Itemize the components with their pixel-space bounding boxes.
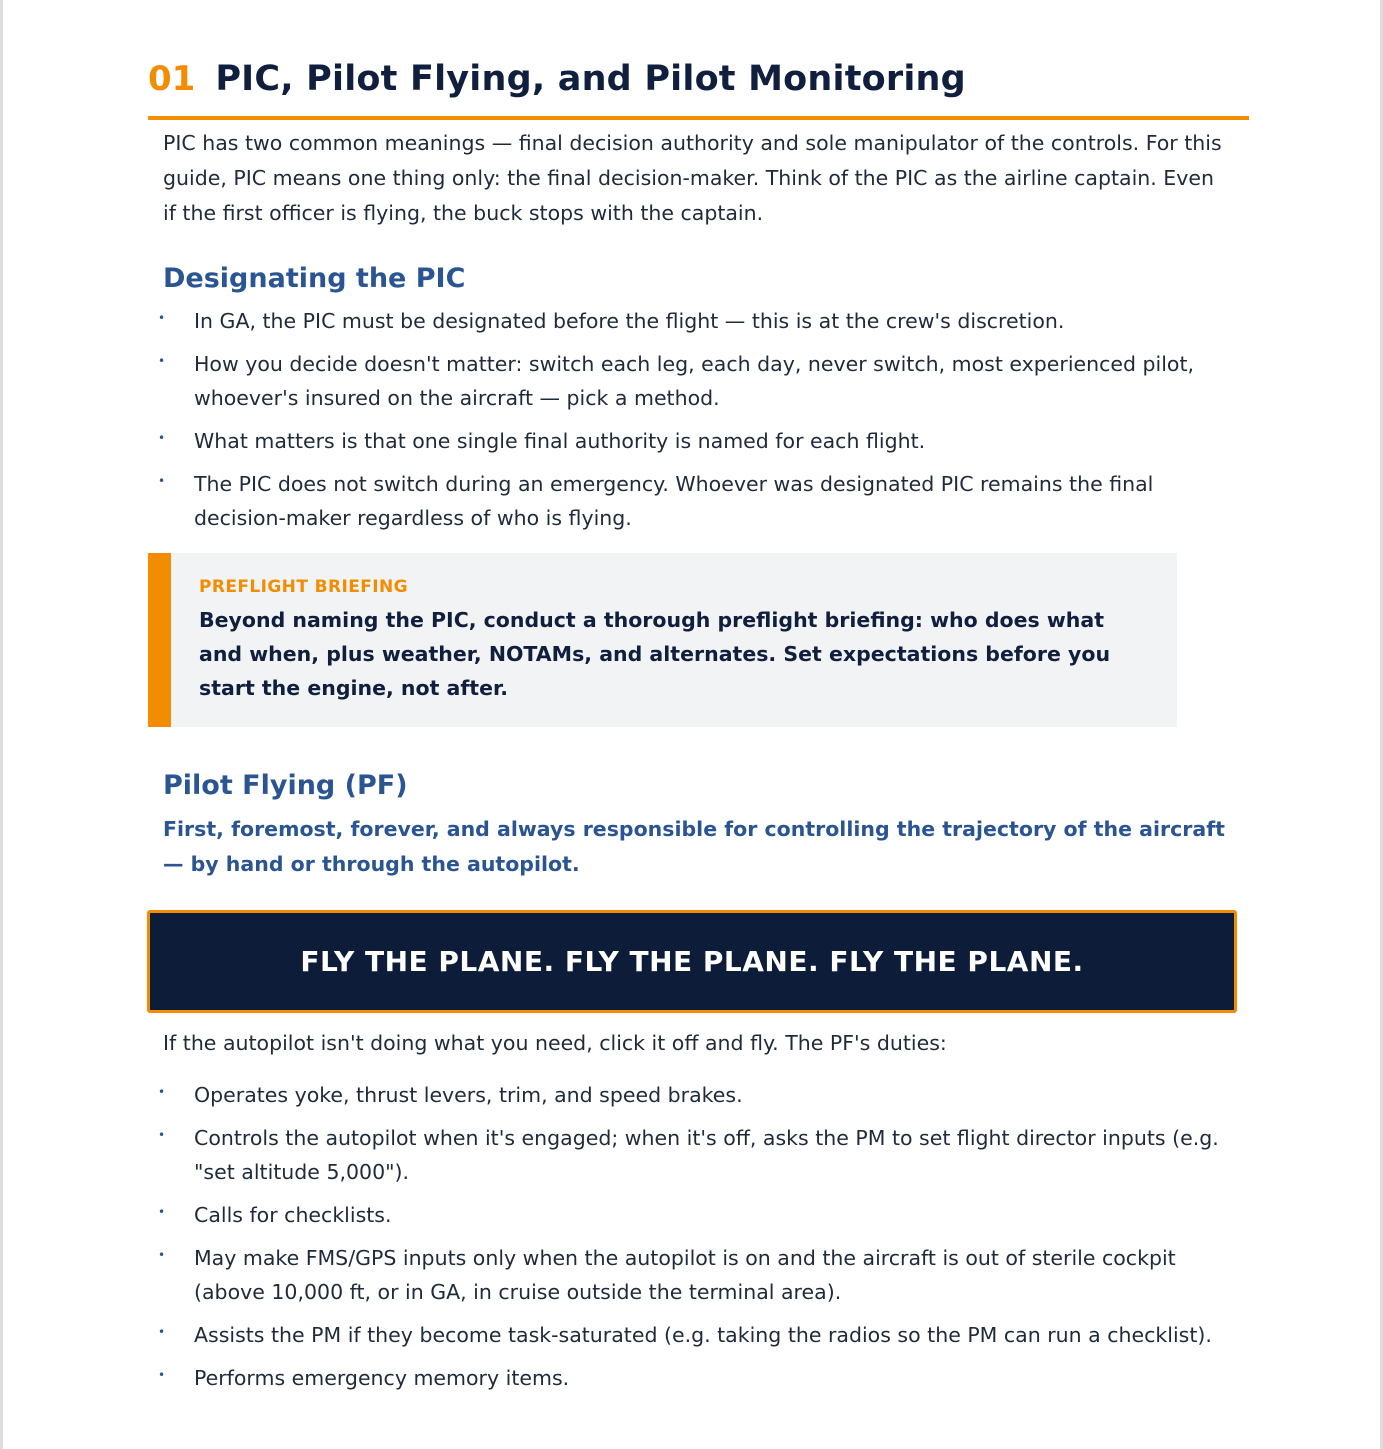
banner-text: FLY THE PLANE. FLY THE PLANE. FLY THE PLANE. bbox=[300, 945, 1084, 978]
list-item-text: Calls for checklists. bbox=[194, 1203, 392, 1227]
page-border-left bbox=[0, 0, 3, 1449]
list-item-text: What matters is that one single final authority is named for each flight. bbox=[194, 429, 926, 453]
bullet-icon: • bbox=[158, 354, 166, 368]
bullet-icon: • bbox=[158, 311, 166, 325]
bullet-icon: • bbox=[158, 1128, 166, 1142]
list-item bbox=[156, 1318, 1236, 1352]
section-number: 01 bbox=[148, 59, 196, 99]
list-item bbox=[156, 1078, 1236, 1112]
list-item bbox=[156, 467, 1236, 535]
list-item bbox=[156, 347, 1236, 415]
intro-paragraph: PIC has two common meanings — final decision authority and sole manipulator of the controls. For this guide, PIC means one thing only: the final decision-maker. Think of the PIC as the airline captain. Even if the first officer is flying, the buck stops with the captain. bbox=[163, 131, 1222, 225]
pf-duties-list bbox=[156, 1078, 1236, 1404]
list-item-text: How you decide doesn't matter: switch each leg, each day, never switch, most experienced pilot, whoever's insured on the aircraft — pick a method. bbox=[194, 352, 1195, 410]
pilot-flying-lead: First, foremost, forever, and always responsible for controlling the trajectory of the aircraft — by hand or through the autopilot. bbox=[163, 817, 1225, 876]
designating-list bbox=[156, 304, 1236, 544]
list-item-text: Performs emergency memory items. bbox=[194, 1366, 570, 1390]
preflight-briefing-callout bbox=[148, 553, 1177, 727]
pilot-flying-heading: Pilot Flying (PF) bbox=[163, 770, 408, 801]
list-item bbox=[156, 1198, 1236, 1232]
list-item bbox=[156, 1361, 1236, 1395]
list-item-text: In GA, the PIC must be designated before the flight — this is at the crew's discretion. bbox=[194, 309, 1065, 333]
bullet-icon: • bbox=[158, 1248, 166, 1262]
fly-the-plane-banner bbox=[147, 910, 1237, 1013]
callout-text: Beyond naming the PIC, conduct a thorough preflight briefing: who does what and when, plus weather, NOTAMs, and alternates. Set expectations before you start the engine, not after. bbox=[199, 608, 1111, 700]
bullet-icon: • bbox=[158, 474, 166, 488]
list-item bbox=[156, 424, 1236, 458]
list-item-text: Operates yoke, thrust levers, trim, and speed brakes. bbox=[194, 1083, 743, 1107]
list-item-text: The PIC does not switch during an emergency. Whoever was designated PIC remains the final decision-maker regardless of who is flying. bbox=[194, 472, 1154, 530]
list-item-text: Controls the autopilot when it's engaged; when it's off, asks the PM to set flight director inputs (e.g. "set altitude 5,000"). bbox=[194, 1126, 1219, 1184]
list-item bbox=[156, 1121, 1236, 1189]
designating-heading: Designating the PIC bbox=[163, 263, 466, 294]
bullet-icon: • bbox=[158, 1205, 166, 1219]
section-title: PIC, Pilot Flying, and Pilot Monitoring bbox=[215, 59, 966, 99]
bullet-icon: • bbox=[158, 431, 166, 445]
bullet-icon: • bbox=[158, 1085, 166, 1099]
section-header bbox=[148, 54, 1249, 120]
callout-label: PREFLIGHT BRIEFING bbox=[199, 577, 408, 597]
duties-intro: If the autopilot isn't doing what you need, click it off and fly. The PF's duties: bbox=[163, 1031, 947, 1055]
list-item-text: Assists the PM if they become task-saturated (e.g. taking the radios so the PM can run a checklist). bbox=[194, 1323, 1212, 1347]
bullet-icon: • bbox=[158, 1368, 166, 1382]
list-item bbox=[156, 304, 1236, 338]
list-item-text: May make FMS/GPS inputs only when the autopilot is on and the aircraft is out of sterile cockpit (above 10,000 ft, or in GA, in cruise outside the terminal area). bbox=[194, 1246, 1176, 1304]
bullet-icon: • bbox=[158, 1325, 166, 1339]
list-item bbox=[156, 1241, 1236, 1309]
